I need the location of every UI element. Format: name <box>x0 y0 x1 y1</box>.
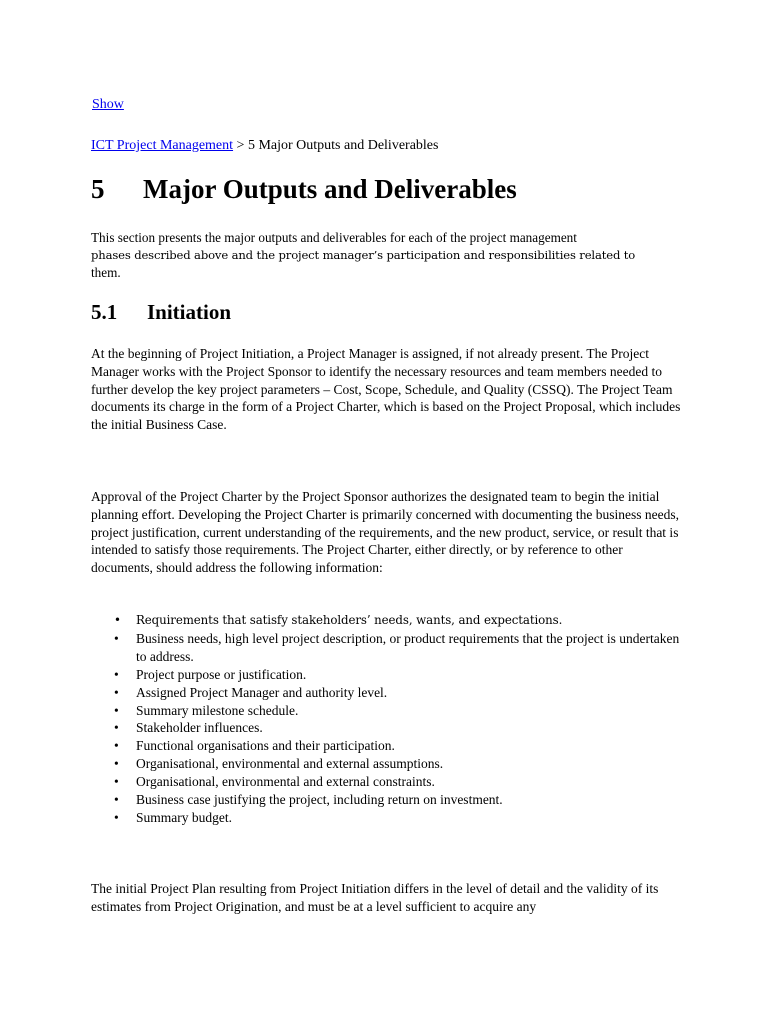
intro-line-3: them. <box>91 265 121 280</box>
intro-line-2: phases described above and the project manager’s participation and responsibilities related to <box>91 247 636 262</box>
list-item: • Business needs, high level project description, or product requirements that the project is undertaken to address. <box>91 630 681 666</box>
list-item: • Functional organisations and their participation. <box>91 737 681 755</box>
subsection-title: Initiation <box>147 300 232 324</box>
list-item: • Stakeholder influences. <box>91 719 681 737</box>
paragraph-initial-project-plan: The initial Project Plan resulting from Project Initiation differs in the level of detail and the validity of its estimates from Project Origination, and must be at a level sufficient to acquire any <box>91 881 659 914</box>
list-item: • Organisational, environmental and external constraints. <box>91 773 681 791</box>
breadcrumb-separator: > <box>236 138 245 153</box>
section-heading <box>91 174 517 205</box>
list-item: • Assigned Project Manager and authority level. <box>91 684 681 702</box>
breadcrumb-link-ict-project-management[interactable]: ICT Project Management <box>91 138 234 153</box>
list-item: • Project purpose or justification. <box>91 666 681 684</box>
list-item: • Requirements that satisfy stakeholders’ needs, wants, and expectations. <box>91 612 681 630</box>
subsection-heading <box>91 300 231 325</box>
list-item: • Organisational, environmental and external assumptions. <box>91 755 681 773</box>
list-item: • Summary budget. <box>91 809 681 827</box>
section-title: Major Outputs and Deliverables <box>143 174 517 204</box>
show-link[interactable]: Show <box>92 97 124 112</box>
section-intro <box>91 229 681 282</box>
intro-line-1: This section presents the major outputs and deliverables for each of the project management <box>91 230 577 245</box>
breadcrumb-current: 5 Major Outputs and Deliverables <box>247 138 439 153</box>
subsection-number: 5.1 <box>91 300 118 324</box>
paragraph-project-charter-approval: Approval of the Project Charter by the Project Sponsor authorizes the designated team to begin the initial planning effort. Developing the Project Charter is primarily concerned with documenting the business needs, project justification, current understanding of the requirements, and the new product, service, or result that is intended to satisfy those requirements. The Project Charter, either directly, or by reference to other documents, should address the following information: <box>91 489 679 576</box>
list-item: • Summary milestone schedule. <box>91 702 681 720</box>
paragraph-project-manager-assigned: At the beginning of Project Initiation, a Project Manager is assigned, if not already present. The Project Manager works with the Project Sponsor to identify the necessary resources and team members needed to further develop the key project parameters – Cost, Scope, Schedule, and Quality (CSSQ). The Project Team documents its charge in the form of a Project Charter, which is based on the Project Proposal, which includes the initial Business Case. <box>91 346 681 433</box>
breadcrumb <box>91 138 438 154</box>
section-number: 5 <box>91 174 105 204</box>
list-item: • Business case justifying the project, including return on investment. <box>91 791 681 809</box>
charter-requirements-list <box>91 612 681 827</box>
